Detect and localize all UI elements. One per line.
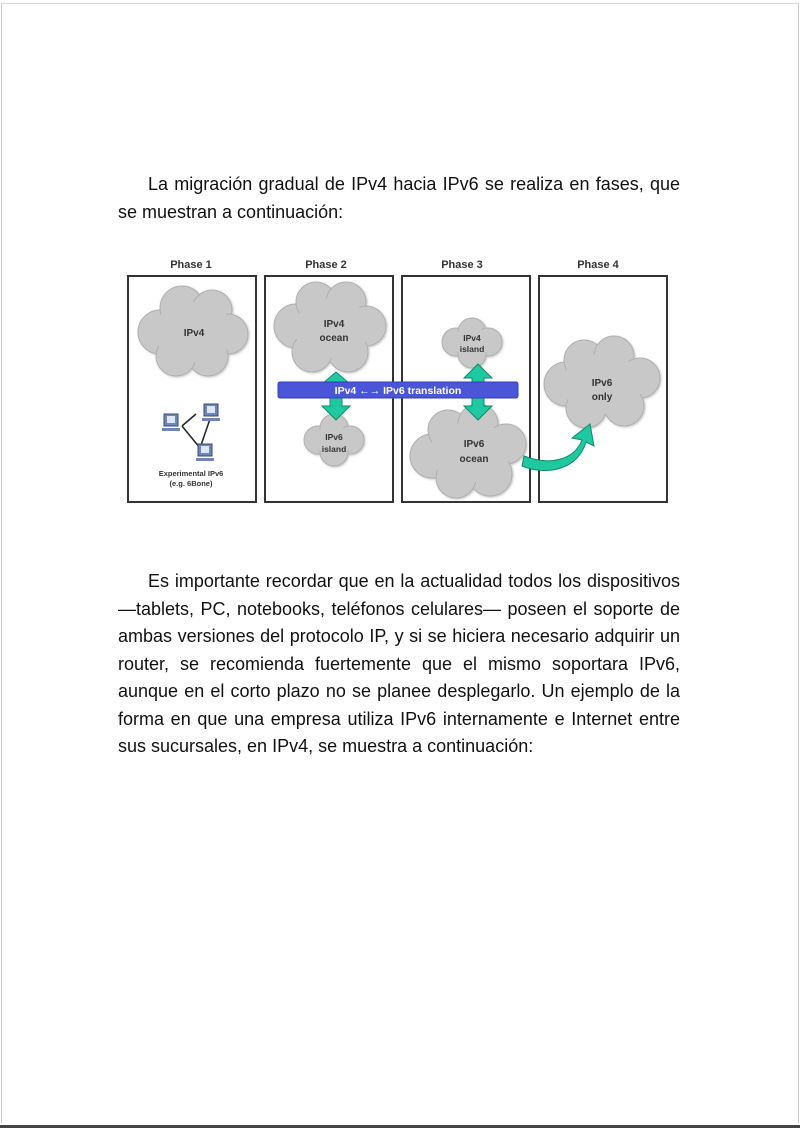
cloud-label: IPv4 xyxy=(323,319,345,330)
cloud-label: island xyxy=(459,344,485,354)
ipv6-migration-phases-diagram xyxy=(120,244,690,512)
cloud-label: IPv4 xyxy=(183,328,205,339)
computer-icon xyxy=(162,414,180,431)
computer-icon xyxy=(196,444,214,461)
cloud-label: island xyxy=(321,444,347,454)
cloud-label: IPv6 xyxy=(463,439,485,450)
cloud-label: only xyxy=(591,392,613,403)
cloud-label: IPv6 xyxy=(591,378,613,389)
cloud-label: IPv4 xyxy=(463,333,481,343)
cloud-label: IPv6 xyxy=(325,432,343,442)
experimental-caption: (e.g. 6Bone) xyxy=(169,479,213,488)
translation-bar-label: IPv4 ←→ IPv6 translation xyxy=(334,385,462,397)
intro-paragraph: La migración gradual de IPv4 hacia IPv6 se realiza en fases, que se muestran a continuación: xyxy=(118,174,680,222)
phase-title: Phase 1 xyxy=(170,259,212,271)
body-paragraph: Es importante recordar que en la actualidad todos los dispositivos —tablets, PC, notebooks, teléfonos celulares— poseen el soporte de ambas versiones del protocolo IP, y si se hiciera necesario adquirir un router, se recomienda fuertemente que el mismo soportara IPv6, aunque en el corto plazo no se planee desplegarlo. Un ejemplo de la forma en que una empresa utiliza IPv6 internamente e Internet entre sus sucursales, en IPv4, se muestra a continuación: xyxy=(118,571,680,756)
phase-title: Phase 2 xyxy=(305,259,347,271)
cloud-label: ocean xyxy=(459,454,489,465)
phase-title: Phase 3 xyxy=(441,259,483,271)
computer-icon xyxy=(202,404,220,421)
experimental-caption: Experimental IPv6 xyxy=(158,469,224,478)
cloud-label: ocean xyxy=(319,333,349,344)
phase-title: Phase 4 xyxy=(577,259,619,271)
